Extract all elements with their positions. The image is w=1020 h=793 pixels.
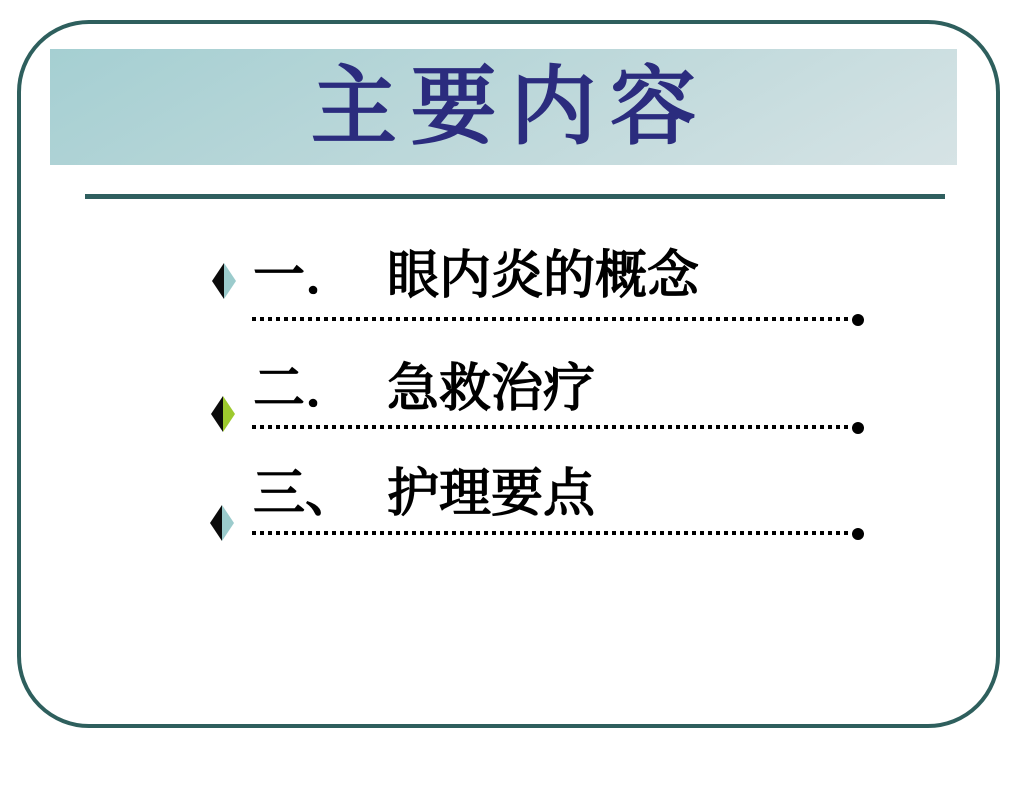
toc-item-1	[253, 245, 700, 306]
toc-item-3-number: 三、	[253, 463, 358, 524]
leader-end-dot-1	[852, 314, 864, 326]
diamond-bullet-icon	[210, 505, 234, 541]
toc-item-1-label: 眼内炎的概念	[387, 245, 700, 306]
leader-line-2	[252, 425, 850, 429]
toc-item-2-number: 二．	[253, 358, 358, 419]
toc-item-2	[253, 358, 596, 419]
diamond-bullet-icon	[212, 263, 236, 299]
leader-end-dot-3	[852, 528, 864, 540]
toc-item-2-label: 急救治疗	[387, 358, 596, 419]
toc-item-3-label: 护理要点	[387, 463, 596, 524]
leader-line-3	[252, 531, 850, 535]
separator-rule	[85, 194, 945, 199]
leader-line-1	[252, 317, 850, 321]
leader-end-dot-2	[852, 422, 864, 434]
toc-item-1-number: 一．	[253, 245, 358, 306]
title-banner	[50, 49, 957, 165]
diamond-bullet-icon	[211, 396, 235, 432]
page-title: 主要内容	[310, 56, 710, 157]
toc-item-3	[253, 463, 596, 524]
